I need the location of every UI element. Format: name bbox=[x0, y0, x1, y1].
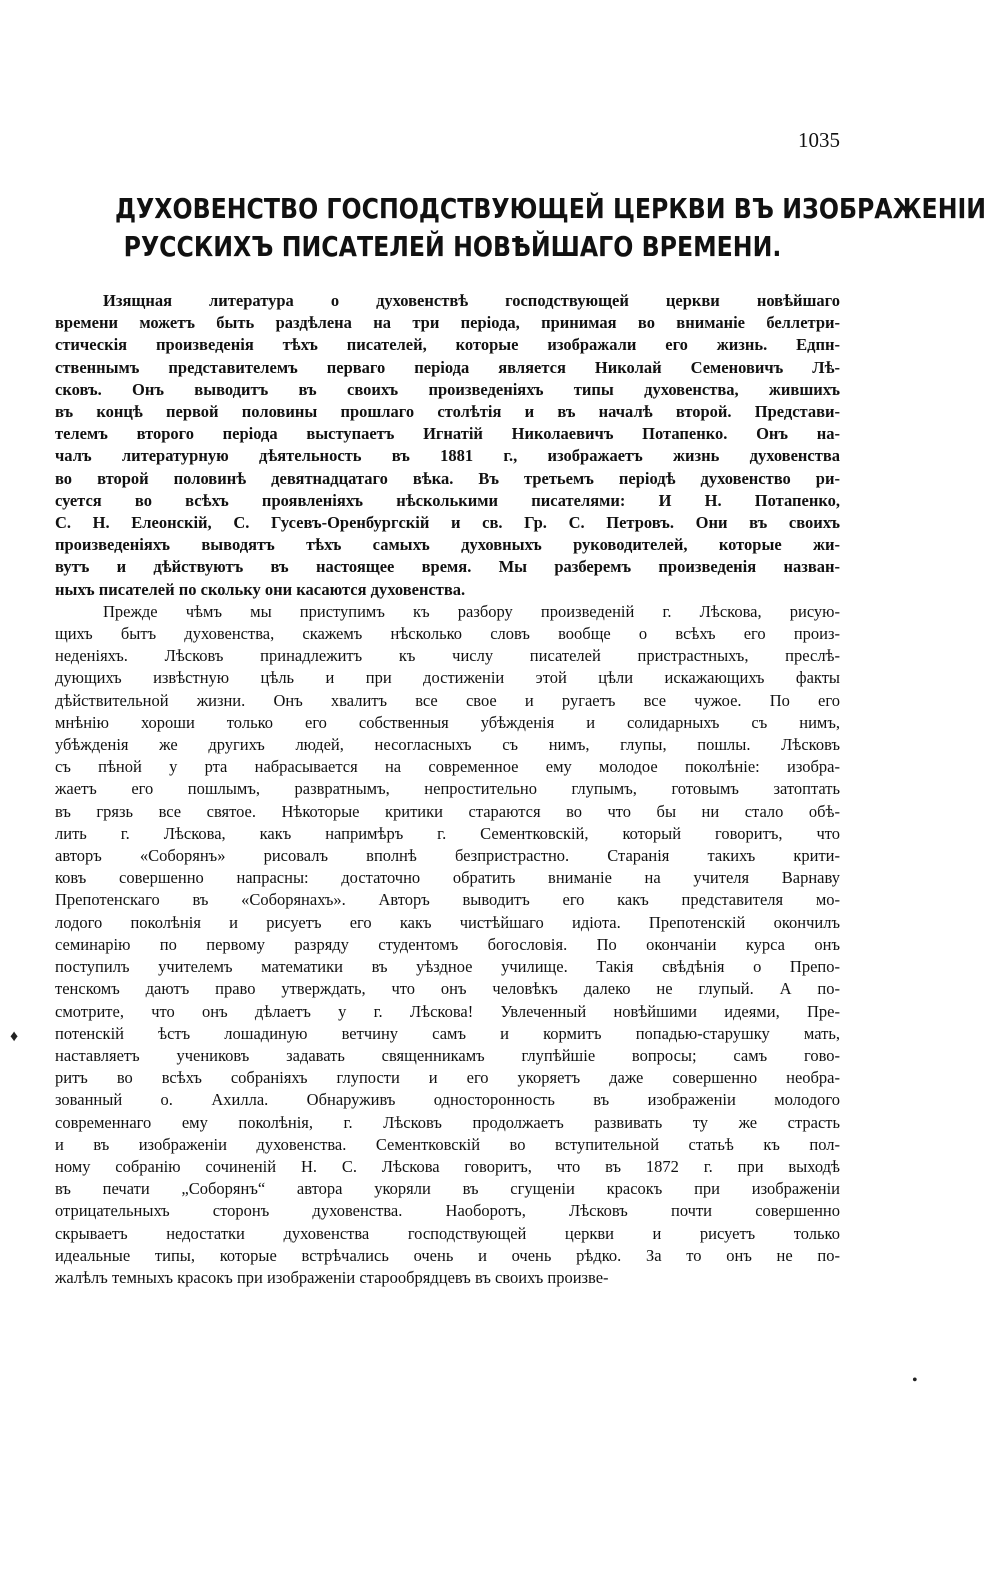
text-line: лить г. Лѣскова, какъ напримѣръ г. Сементковскій, который говоритъ, что bbox=[55, 823, 840, 843]
text-line: въ концѣ первой половины прошлаго столѣтія и въ началѣ второй. Представи- bbox=[55, 402, 840, 422]
title-line-1: ДУХОВЕНСТВО ГОСПОДСТВУЮЩЕЙ ЦЕРКВИ ВЪ ИЗОБРАЖЕНІИ bbox=[114, 193, 987, 225]
article-body bbox=[55, 290, 840, 1289]
title-line-2: РУССКИХЪ ПИСАТЕЛЕЙ НОВѢЙШАГО ВРЕМЕНИ. bbox=[123, 231, 782, 263]
text-line: С. Н. Елеонскій, С. Гусевъ-Оренбургскій и св. Гр. С. Петровъ. Они въ своихъ bbox=[55, 513, 840, 533]
margin-mark: • bbox=[912, 1372, 918, 1389]
text-line: современнаго ему поколѣнія, г. Лѣсковъ продолжаетъ развивать ту же страсть bbox=[55, 1112, 840, 1132]
page-number: 1035 bbox=[798, 128, 840, 152]
text-line: поступилъ учителемъ математики въ уѣздное училище. Такія свѣдѣнія о Препо- bbox=[55, 957, 840, 977]
text-line: произведеніяхъ выводятъ тѣхъ самыхъ духовныхъ руководителей, которые жи- bbox=[55, 535, 840, 555]
text-line: ковъ совершенно напрасны: достаточно обратить вниманіе на учителя Варнаву bbox=[55, 868, 840, 888]
text-line: жалѣлъ темныхъ красокъ при изображеніи старообрядцевъ въ своихъ произве- bbox=[55, 1267, 609, 1287]
text-line: неденіяхъ. Лѣсковъ принадлежитъ къ числу писателей пристрастныхъ, преслѣ- bbox=[55, 646, 840, 666]
text-line: ритъ во всѣхъ собраніяхъ глупости и его укоряетъ даже совершенно необра- bbox=[55, 1068, 840, 1088]
paragraph-2 bbox=[55, 601, 840, 1289]
text-line: смотрите, что онъ дѣлаетъ у г. Лѣскова! Увлеченный новѣйшими идеями, Пре- bbox=[55, 1001, 840, 1021]
text-line: тенскомъ даютъ право утверждать, что онъ человѣкъ далеко не глупый. А по- bbox=[55, 979, 840, 999]
text-line: стическія произведенія тѣхъ писателей, которые изображали его жизнь. Едпн- bbox=[55, 335, 840, 355]
text-line: убѣжденія же другихъ людей, несогласныхъ съ нимъ, глупы, пошлы. Лѣсковъ bbox=[55, 735, 840, 755]
text-line: жаетъ его пошлымъ, развратнымъ, непростительно глупымъ, готовымъ затоптать bbox=[55, 779, 840, 799]
text-line: зованный о. Ахилла. Обнаруживъ односторонность въ изображеніи молодого bbox=[55, 1090, 840, 1110]
text-line: наставляетъ учениковъ задавать священникамъ глупѣйшіе вопросы; самъ гово- bbox=[55, 1045, 840, 1065]
text-line: суется во всѣхъ проявленіяхъ нѣсколькими писателями: И Н. Потапенко, bbox=[55, 490, 840, 510]
text-line: скрываетъ недостатки духовенства господствующей церкви и рисуетъ только bbox=[55, 1223, 840, 1243]
text-line: лодого поколѣнія и рисуетъ его какъ чистѣйшаго идіота. Препотенскій окончилъ bbox=[55, 912, 840, 932]
text-line: чалъ литературную дѣятельность въ 1881 г., изображаетъ жизнь духовенства bbox=[55, 446, 840, 466]
text-line: въ грязь все святое. Нѣкоторые критики стараются во что бы ни стало обѣ- bbox=[55, 801, 840, 821]
text-line: Препотенскаго въ «Соборянахъ». Авторъ выводитъ его какъ представителя мо- bbox=[55, 890, 840, 910]
article-title bbox=[114, 190, 987, 266]
text-line: щихъ бытъ духовенства, скажемъ нѣсколько словъ вообще о всѣхъ его произ- bbox=[55, 624, 840, 644]
text-line: времени можетъ быть раздѣлена на три періода, принимая во вниманіе беллетри- bbox=[55, 313, 840, 333]
text-line: въ печати „Соборянъ“ автора укоряли въ сгущеніи красокъ при изображеніи bbox=[55, 1179, 840, 1199]
text-line: съ пѣной у рта набрасывается на современное ему молодое поколѣніе: изобра- bbox=[55, 757, 840, 777]
text-line: авторъ «Соборянъ» рисовалъ вполнѣ безпристрастно. Старанія такихъ крити- bbox=[55, 846, 840, 866]
margin-mark: ♦ bbox=[10, 1028, 19, 1045]
text-line: идеальные типы, которые встрѣчались очень и очень рѣдко. За то онъ не по- bbox=[55, 1245, 840, 1265]
paragraph-1 bbox=[55, 290, 840, 601]
text-line: ному собранію сочиненій Н. С. Лѣскова говоритъ, что въ 1872 г. при выходѣ bbox=[55, 1156, 840, 1176]
text-line: ныхъ писателей по скольку они касаются духовенства. bbox=[55, 579, 466, 599]
text-line: мнѣнію хороши только его собственныя убѣжденія и солидарныхъ съ нимъ, bbox=[55, 712, 840, 732]
text-line: Прежде чѣмъ мы приступимъ къ разбору произведеній г. Лѣскова, рисую- bbox=[103, 601, 840, 621]
text-line: ственнымъ представителемъ перваго періода является Николай Семеновичъ Лѣ- bbox=[55, 357, 840, 377]
text-line: отрицательныхъ сторонъ духовенства. Наоборотъ, Лѣсковъ почти совершенно bbox=[55, 1201, 840, 1221]
text-line: семинарію по первому разряду студентомъ богословія. По окончаніи курса онъ bbox=[55, 934, 840, 954]
text-line: дѣйствительной жизни. Онъ хвалитъ все свое и ругаетъ все чужое. По его bbox=[55, 690, 840, 710]
text-line: вутъ и дѣйствуютъ въ настоящее время. Мы разберемъ произведенія назван- bbox=[55, 557, 840, 577]
text-line: дующихъ извѣстную цѣль и при достиженіи этой цѣли искажающихъ факты bbox=[55, 668, 840, 688]
text-line: сковъ. Онъ выводитъ въ своихъ произведеніяхъ типы духовенства, жившихъ bbox=[55, 379, 840, 399]
text-line: во второй половинѣ девятнадцатаго вѣка. Въ третьемъ періодѣ духовенство ри- bbox=[55, 468, 840, 488]
text-line: телемъ второго періода выступаетъ Игнатій Николаевичъ Потапенко. Онъ на- bbox=[55, 424, 840, 444]
text-line: потенскій ѣстъ лошадиную ветчину самъ и кормитъ попадью-старушку мать, bbox=[55, 1023, 840, 1043]
text-line: Изящная литература о духовенствѣ господствующей церкви новѣйшаго bbox=[103, 291, 840, 310]
text-line: и въ изображеніи духовенства. Сементковскій во вступительной статьѣ къ пол- bbox=[55, 1134, 840, 1154]
